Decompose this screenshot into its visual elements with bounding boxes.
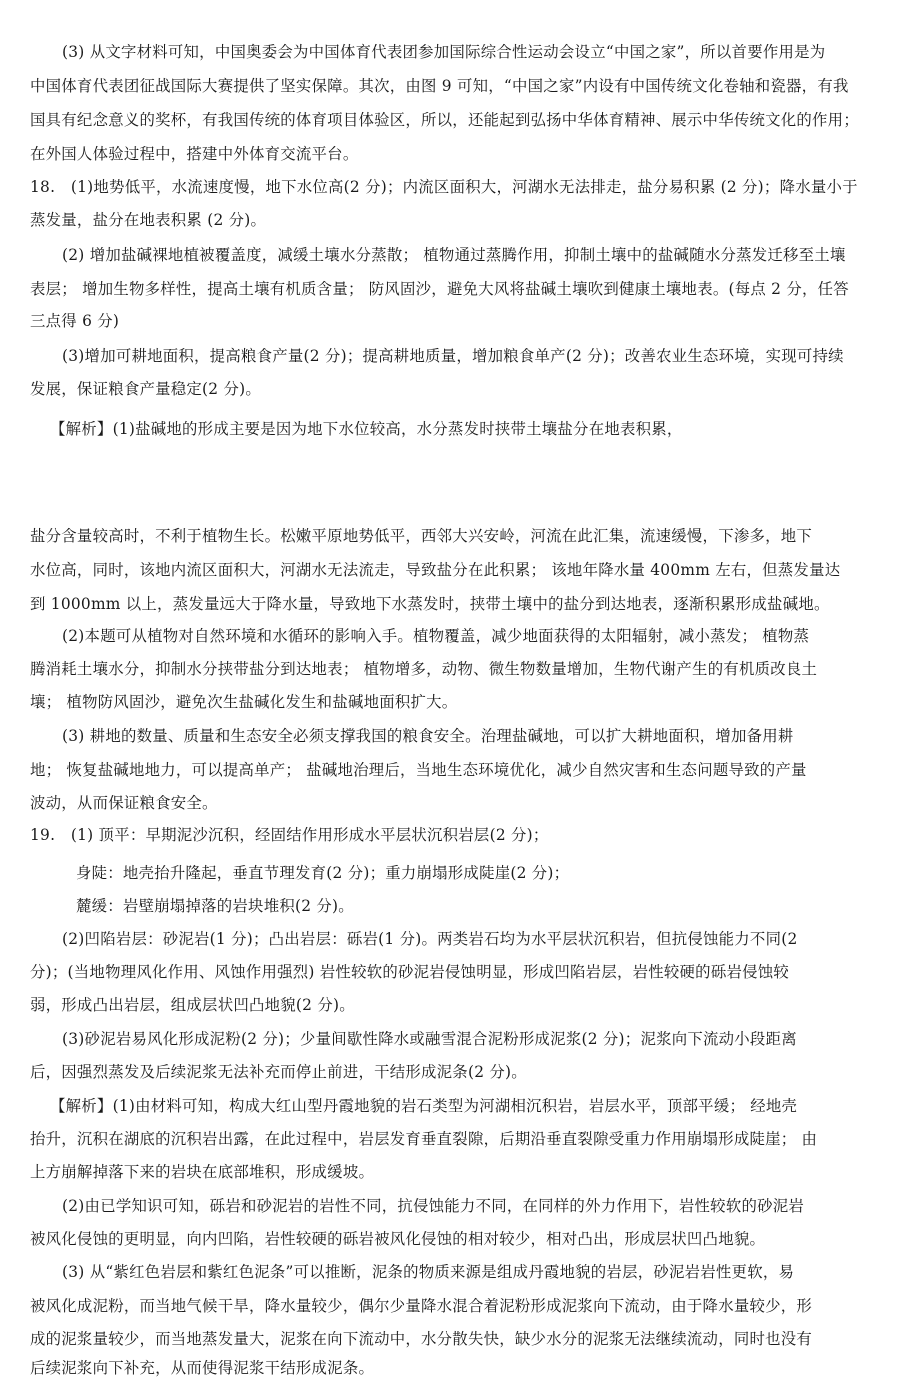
- text-line: 麓缓：岩壁崩塌掉落的岩块堆积(2 分)。: [76, 897, 354, 915]
- analysis-line: 【解析】(1)由材料可知，构成大红山型丹霞地貌的岩石类型为河湖相沉积岩，岩层水平，顶部平缓； 经地壳: [50, 1097, 798, 1115]
- text-line: 波动，从而保证粮食安全。: [30, 794, 218, 812]
- text-line: (3) 从“紫红色岩层和紫红色泥条”可以推断，泥条的物质来源是组成丹霞地貌的岩层，砂泥岩岩性更软，易: [62, 1263, 795, 1281]
- text-line: 盐分含量较高时，不利于植物生长。松嫩平原地势低平，西邻大兴安岭，河流在此汇集，流速缓慢，下渗多，地下: [30, 527, 813, 545]
- text-line: (2)由已学知识可知，砾岩和砂泥岩的岩性不同，抗侵蚀能力不同，在同样的外力作用下，岩性较软的砂泥岩: [62, 1197, 805, 1215]
- text-line: (3)砂泥岩易风化形成泥粉(2 分)；少量间歇性降水或融雪混合泥粉形成泥浆(2 分)；泥浆向下流动小段距离: [62, 1030, 797, 1048]
- text-line: 抬升，沉积在湖底的沉积岩出露，在此过程中，岩层发育垂直裂隙，后期沿垂直裂隙受重力作用崩塌形成陡崖； 由: [30, 1130, 818, 1148]
- text-line: 国具有纪念意义的奖杯，有我国传统的体育项目体验区，所以，还能起到弘扬中华体育精神、展示中华传统文化的作用；: [30, 111, 859, 129]
- text-line: 19. (1) 顶平：早期泥沙沉积，经固结作用形成水平层状沉积岩层(2 分)；: [30, 826, 549, 844]
- text-line: 到 1000mm 以上，蒸发量远大于降水量，导致地下水蒸发时，挟带土壤中的盐分到达地表，逐渐积累形成盐碱地。: [30, 595, 830, 613]
- text-line: 后，因强烈蒸发及后续泥浆无法补充而停止前进，干结形成泥条(2 分)。: [30, 1063, 527, 1081]
- text-line: (3) 耕地的数量、质量和生态安全必须支撑我国的粮食安全。治理盐碱地，可以扩大耕地面积，增加备用耕: [62, 727, 794, 745]
- text-line: 在外国人体验过程中，搭建中外体育交流平台。: [30, 145, 359, 163]
- text-line: 蒸发量，盐分在地表积累 (2 分)。: [30, 211, 267, 229]
- text-line: 三点得 6 分): [30, 312, 120, 330]
- text-line: 被风化侵蚀的更明显，向内凹陷，岩性较硬的砾岩被风化侵蚀的相对较少，相对凸出，形成层状凹凸地貌。: [30, 1230, 766, 1248]
- text-line: 分)；(当地物理风化作用、风蚀作用强烈) 岩性较软的砂泥岩侵蚀明显，形成凹陷岩层，岩性较硬的砾岩侵蚀较: [30, 963, 790, 981]
- text-line: (2) 增加盐碱裸地植被覆盖度，减缓土壤水分蒸散； 植物通过蒸腾作用，抑制土壤中的盐碱随水分蒸发迁移至土壤: [62, 246, 846, 264]
- text-line: 后续泥浆向下补充，从而使得泥浆干结形成泥条。: [30, 1359, 375, 1377]
- text-line: 壤； 植物防风固沙，避免次生盐碱化发生和盐碱地面积扩大。: [30, 693, 458, 711]
- text-line: 腾消耗土壤水分，抑制水分挟带盐分到达地表； 植物增多，动物、微生物数量增加，生物代谢产生的有机质改良土: [30, 660, 818, 678]
- text-line: (3)增加可耕地面积，提高粮食产量(2 分)；提高耕地质量，增加粮食单产(2 分)；改善农业生态环境，实现可持续: [62, 347, 844, 365]
- text-line: 成的泥浆量较少，而当地蒸发量大，泥浆在向下流动中，水分散失快，缺少水分的泥浆无法继续流动，同时也没有: [30, 1330, 813, 1348]
- text-line: 身陡：地壳抬升隆起，垂直节理发育(2 分)；重力崩塌形成陡崖(2 分)；: [76, 864, 570, 882]
- analysis-line: 【解析】(1)盐碱地的形成主要是因为地下水位较高，水分蒸发时挟带土壤盐分在地表积累，: [50, 420, 683, 438]
- text-line: 发展，保证粮食产量稳定(2 分)。: [30, 380, 262, 398]
- text-line: 水位高，同时，该地内流区面积大，河湖水无法流走，导致盐分在此积累； 该地年降水量 400mm 左右，但蒸发量达: [30, 561, 841, 579]
- text-line: 表层； 增加生物多样性，提高土壤有机质含量； 防风固沙，避免大风将盐碱土壤吹到健康土壤地表。(每点 2 分，任答: [30, 280, 849, 298]
- text-line: 上方崩解掉落下来的岩块在底部堆积，形成缓坡。: [30, 1163, 375, 1181]
- text-line: (2)凹陷岩层：砂泥岩(1 分)；凸出岩层：砾岩(1 分)。两类岩石均为水平层状沉积岩，但抗侵蚀能力不同(2: [62, 930, 798, 948]
- text-line: 中国体育代表团征战国际大赛提供了坚实保障。其次，由图 9 可知，“中国之家”内设有中国传统文化卷轴和瓷器，有我: [30, 77, 849, 95]
- text-line: 被风化成泥粉，而当地气候干旱，降水量较少，偶尔少量降水混合着泥粉形成泥浆向下流动，由于降水量较少，形: [30, 1297, 813, 1315]
- text-line: (3) 从文字材料可知，中国奥委会为中国体育代表团参加国际综合性运动会设立“中国之家”，所以首要作用是为: [62, 43, 826, 61]
- text-line: 弱，形成凸出岩层，组成层状凹凸地貌(2 分)。: [30, 996, 355, 1014]
- text-line: (2)本题可从植物对自然环境和水循环的影响入手。植物覆盖，减少地面获得的太阳辐射，减小蒸发； 植物蒸: [62, 627, 810, 645]
- text-line: 18. (1)地势低平，水流速度慢，地下水位高(2 分)；内流区面积大，河湖水无法排走，盐分易积累 (2 分)；降水量小于: [30, 178, 858, 196]
- text-line: 地； 恢复盐碱地地力，可以提高单产； 盐碱地治理后，当地生态环境优化，减少自然灾害和生态问题导致的产量: [30, 761, 807, 779]
